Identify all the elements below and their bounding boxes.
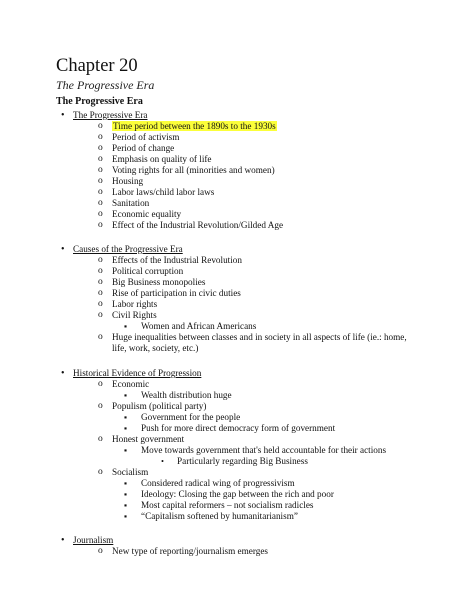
bullet-icon: o: [98, 165, 103, 175]
outline-item-text: New type of reporting/journalism emerges: [112, 546, 268, 556]
outline-item-text: Considered radical wing of progressivism: [141, 478, 295, 488]
outline-item-text: Voting rights for all (minorities and women): [112, 165, 275, 175]
outline-item-text: life, work, society, etc.): [112, 343, 199, 353]
outline-item-text: Political corruption: [112, 266, 184, 276]
chapter-subtitle: The Progressive Era: [56, 78, 155, 92]
bullet-icon: o: [98, 332, 103, 342]
outline-item-text: Most capital reformers – not socialism radicles: [141, 500, 314, 510]
outline-item-text: Huge inequalities between classes and in society in all aspects of life (ie.: home,: [112, 332, 407, 342]
outline-item: [112, 401, 206, 412]
outline-heading: [73, 244, 183, 255]
bullet-icon: o: [98, 220, 103, 230]
outline-item: [112, 310, 157, 321]
outline-item: [112, 176, 143, 187]
outline-item-text: Socialism: [112, 467, 149, 477]
bullet-icon: o: [98, 154, 103, 164]
bullet-icon: o: [98, 266, 103, 276]
bullet-icon: o: [98, 143, 103, 153]
bullet-icon: o: [98, 176, 103, 186]
bullet-icon: o: [98, 277, 103, 287]
bullet-icon: •: [61, 535, 65, 546]
outline-item: [177, 456, 308, 467]
outline-item-text: Effect of the Industrial Revolution/Gilded Age: [112, 220, 284, 230]
bullet-icon: o: [98, 299, 103, 309]
outline-item: [112, 299, 157, 310]
outline-item: [112, 220, 283, 231]
outline-item: [112, 209, 181, 220]
outline-item-text: Sanitation: [112, 198, 150, 208]
outline-item: [112, 288, 241, 299]
bullet-icon: o: [98, 288, 103, 298]
outline-item-text: Housing: [112, 176, 144, 186]
outline-item: [112, 434, 184, 445]
outline-item-text: Time period between the 1890s to the 1930s: [113, 121, 276, 131]
outline-item-text: Economic: [112, 379, 150, 389]
outline-item-text: The Progressive Era: [73, 110, 148, 120]
outline-item: [141, 321, 256, 332]
outline-item: [112, 277, 205, 288]
bullet-icon: o: [98, 310, 103, 320]
outline-item: [141, 478, 295, 489]
bullet-icon: •: [61, 110, 65, 121]
bullet-icon: ▪: [124, 321, 128, 331]
outline-item: [112, 379, 149, 390]
outline-item-text: Particularly regarding Big Business: [177, 456, 308, 466]
bullet-icon: o: [98, 187, 103, 197]
outline-item-text: Period of change: [112, 143, 175, 153]
outline-item-text: Historical Evidence of Progression: [73, 368, 202, 378]
outline-item-text: Emphasis on quality of life: [112, 154, 212, 164]
bullet-icon: ▪: [124, 390, 128, 400]
outline-item-text: Ideology: Closing the gap between the rich and poor: [141, 489, 334, 499]
outline-item-text: Causes of the Progressive Era: [73, 244, 183, 254]
outline-item-text: Economic equality: [112, 209, 182, 219]
outline-item-text: Honest government: [112, 434, 185, 444]
outline-item: [112, 467, 148, 478]
section-heading: The Progressive Era: [56, 96, 143, 107]
outline-item-text: Wealth distribution huge: [141, 390, 232, 400]
outline-item: [112, 121, 277, 132]
chapter-title: Chapter 20: [56, 56, 138, 76]
outline-item: [141, 445, 386, 456]
outline-item-text: Journalism: [73, 535, 114, 545]
outline-item: [112, 343, 198, 354]
bullet-icon: ▪: [124, 412, 128, 422]
outline-item: [141, 489, 334, 500]
outline-item: [141, 500, 313, 511]
outline-item: [112, 266, 183, 277]
outline-item: [141, 511, 298, 522]
outline-item-text: Women and African Americans: [141, 321, 257, 331]
outline-item-text: Effects of the Industrial Revolution: [112, 255, 242, 265]
bullet-icon: o: [98, 379, 103, 389]
outline-item: [141, 390, 232, 401]
outline-item-text: Labor laws/child labor laws: [112, 187, 215, 197]
bullet-icon: •: [61, 368, 65, 379]
outline-item: [141, 423, 335, 434]
outline-item-text: Labor rights: [112, 299, 158, 309]
outline-heading: [73, 535, 113, 546]
bullet-icon: ▪: [124, 500, 128, 510]
outline-item: [112, 132, 179, 143]
bullet-icon: •: [161, 456, 164, 466]
outline-item-text: Rise of participation in civic duties: [112, 288, 241, 298]
bullet-icon: o: [98, 546, 103, 556]
outline-item-text: Civil Rights: [112, 310, 157, 320]
bullet-icon: o: [98, 198, 103, 208]
bullet-icon: ▪: [124, 445, 128, 455]
bullet-icon: ▪: [124, 423, 128, 433]
bullet-icon: o: [98, 209, 103, 219]
bullet-icon: o: [98, 121, 103, 131]
outline-item-text: Move towards government that's held accountable for their actions: [141, 445, 387, 455]
bullet-icon: o: [98, 255, 103, 265]
outline-item: [112, 143, 174, 154]
outline-item-text: “Capitalism softened by humanitarianism”: [141, 511, 298, 521]
outline-item: [112, 187, 214, 198]
bullet-icon: o: [98, 467, 103, 477]
outline-item-text: Government for the people: [141, 412, 241, 422]
bullet-icon: ▪: [124, 489, 128, 499]
outline-item: [112, 165, 275, 176]
outline-item: [112, 332, 407, 343]
outline-item: [112, 198, 149, 209]
outline-item: [112, 154, 212, 165]
outline-heading: [73, 110, 148, 121]
outline-item: [112, 255, 242, 266]
outline-heading: [73, 368, 201, 379]
bullet-icon: •: [61, 244, 65, 255]
outline-item-text: Big Business monopolies: [112, 277, 206, 287]
bullet-icon: ▪: [124, 511, 128, 521]
bullet-icon: o: [98, 434, 103, 444]
bullet-icon: o: [98, 132, 103, 142]
outline-item: [112, 546, 268, 557]
outline-item-text: Push for more direct democracy form of government: [141, 423, 336, 433]
outline-item: [141, 412, 240, 423]
outline-item-text: Populism (political party): [112, 401, 207, 411]
outline-item-text: Period of activism: [112, 132, 180, 142]
bullet-icon: ▪: [124, 478, 128, 488]
bullet-icon: o: [98, 401, 103, 411]
